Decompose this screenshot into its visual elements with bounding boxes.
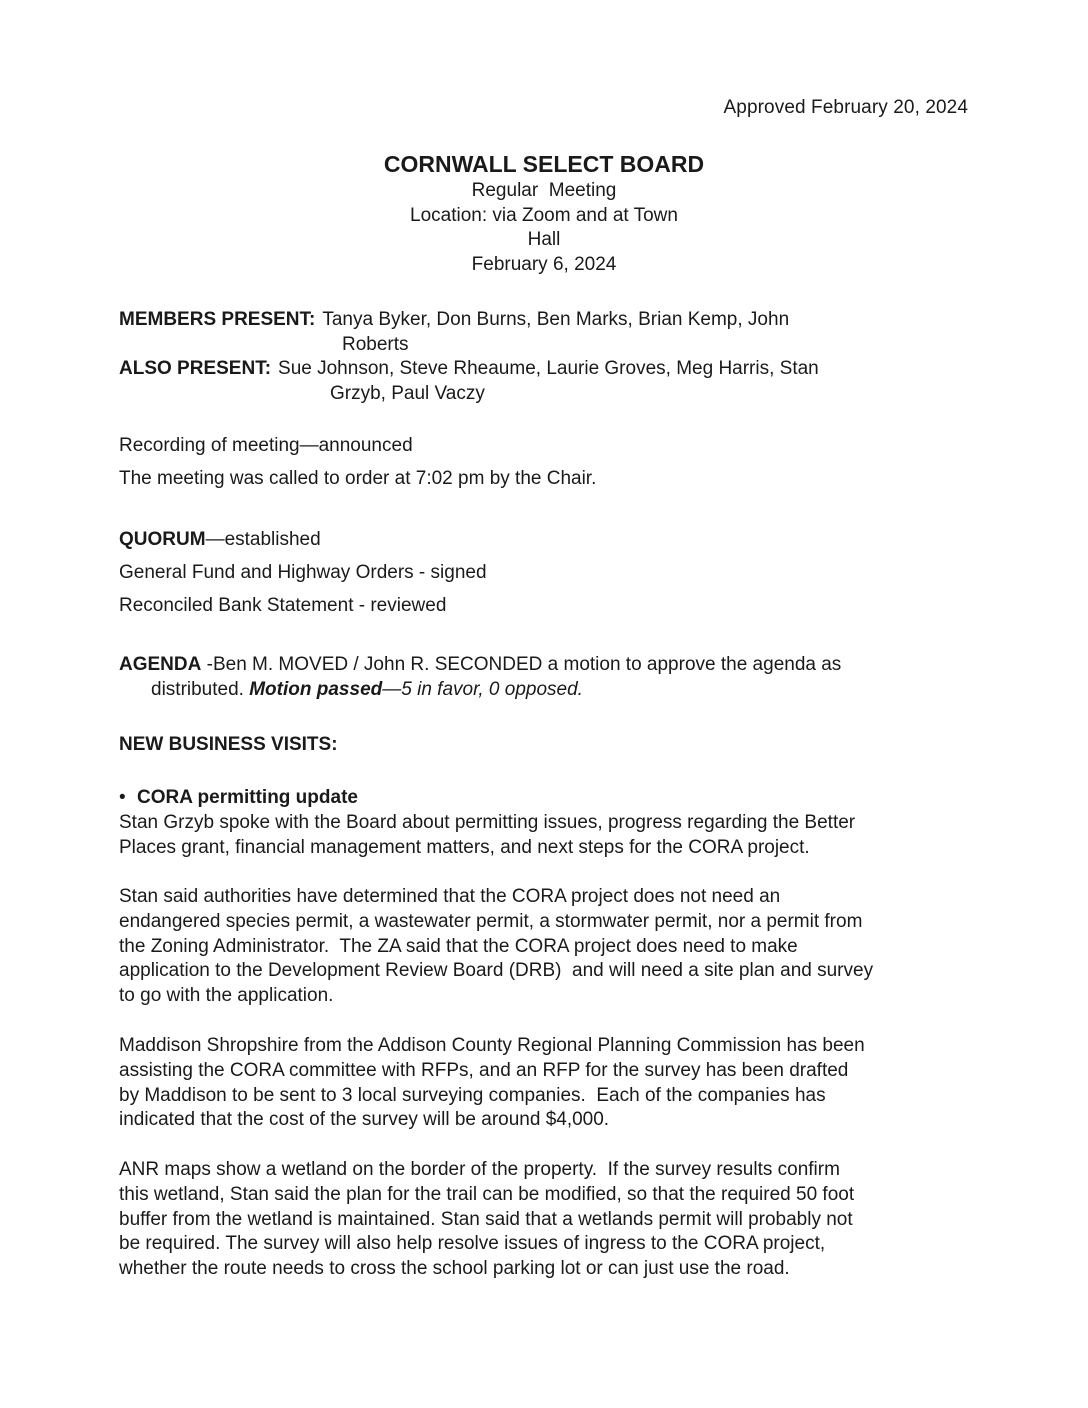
paragraph-line: application to the Development Review Board (DRB) and will need a site plan and survey (119, 960, 874, 982)
paragraph-line: by Maddison to be sent to 3 local surveying companies. Each of the companies has (119, 1084, 826, 1106)
agenda-motion-result: Motion passed (249, 678, 383, 700)
quorum-status: —established (205, 529, 321, 550)
members-present-names: Tanya Byker, Don Burns, Ben Marks, Brian Kemp, John (322, 309, 790, 330)
agenda-label: AGENDA (119, 654, 202, 675)
paragraph-line: Places grant, financial management matters, and next steps for the CORA project. (119, 836, 810, 858)
paragraph-line: whether the route needs to cross the school parking lot or can just use the road. (119, 1258, 790, 1280)
paragraph-line: to go with the application. (119, 985, 334, 1007)
also-present-row (119, 357, 979, 382)
paragraph-line: indicated that the cost of the survey will be around $4,000. (119, 1109, 610, 1131)
paragraph-line: ANR maps show a wetland on the border of the property. If the survey results confirm (119, 1159, 840, 1180)
cora-heading-row (119, 786, 979, 811)
cora-paragraph-2 (119, 885, 979, 1009)
bullet-icon: • (119, 787, 126, 808)
orders-line: General Fund and Highway Orders - signed (119, 562, 487, 583)
quorum-line (119, 528, 979, 553)
paragraph-line: Stan said authorities have determined that the CORA project does not need an (119, 886, 781, 907)
cora-paragraph-1 (119, 811, 979, 861)
paragraph-line: endangered species permit, a wastewater permit, a stormwater permit, nor a permit from (119, 910, 863, 932)
call-to-order: The meeting was called to order at 7:02 pm by the Chair. (119, 468, 597, 489)
agenda-vote: —5 in favor, 0 opposed. (382, 678, 583, 700)
cora-paragraph-4 (119, 1158, 979, 1282)
agenda-line2 (119, 678, 979, 703)
meeting-date: February 6, 2024 (471, 253, 617, 275)
document-header (0, 150, 1088, 277)
meeting-location-line2: Hall (527, 229, 561, 250)
paragraph-line: be required. The survey will also help resolve issues of ingress to the CORA project, (119, 1233, 826, 1255)
meeting-location-line1: Location: via Zoom and at Town (410, 204, 678, 226)
agenda-distributed: distributed. (151, 678, 250, 700)
bank-statement-line: Reconciled Bank Statement - reviewed (119, 595, 447, 616)
also-present-names: Sue Johnson, Steve Rheaume, Laurie Groves, Meg Harris, Stan (278, 358, 819, 379)
paragraph-line: this wetland, Stan said the plan for the trail can be modified, so that the required 50 foot (119, 1183, 855, 1205)
paragraph-line: the Zoning Administrator. The ZA said that the CORA project does need to make (119, 935, 798, 957)
new-business-heading: NEW BUSINESS VISITS: (119, 734, 338, 755)
members-present-label: MEMBERS PRESENT: (119, 309, 316, 330)
paragraph-line: Stan Grzyb spoke with the Board about permitting issues, progress regarding the Better (119, 812, 856, 833)
cora-heading: CORA permitting update (137, 787, 358, 808)
attendance-section (119, 308, 979, 406)
meeting-type: Regular Meeting (471, 180, 617, 201)
paragraph-line: Maddison Shropshire from the Addison County Regional Planning Commission has been (119, 1035, 865, 1056)
approval-date: Approved February 20, 2024 (723, 97, 968, 118)
agenda-line1 (119, 653, 979, 678)
document-title: CORNWALL SELECT BOARD (383, 151, 705, 177)
members-present-names-cont: Roberts (342, 333, 409, 355)
quorum-label: QUORUM (119, 529, 206, 550)
members-present-row (119, 308, 979, 333)
agenda-section (119, 653, 979, 702)
paragraph-line: assisting the CORA committee with RFPs, and an RFP for the survey has been drafted (119, 1059, 849, 1081)
paragraph-line: buffer from the wetland is maintained. Stan said that a wetlands permit will probably not (119, 1208, 853, 1230)
recording-note: Recording of meeting—announced (119, 435, 413, 456)
also-present-names-cont: Grzyb, Paul Vaczy (330, 382, 485, 404)
cora-paragraph-3 (119, 1034, 979, 1133)
also-present-label: ALSO PRESENT: (119, 358, 272, 379)
agenda-motion-text: -Ben M. MOVED / John R. SECONDED a motion to approve the agenda as (201, 654, 842, 675)
